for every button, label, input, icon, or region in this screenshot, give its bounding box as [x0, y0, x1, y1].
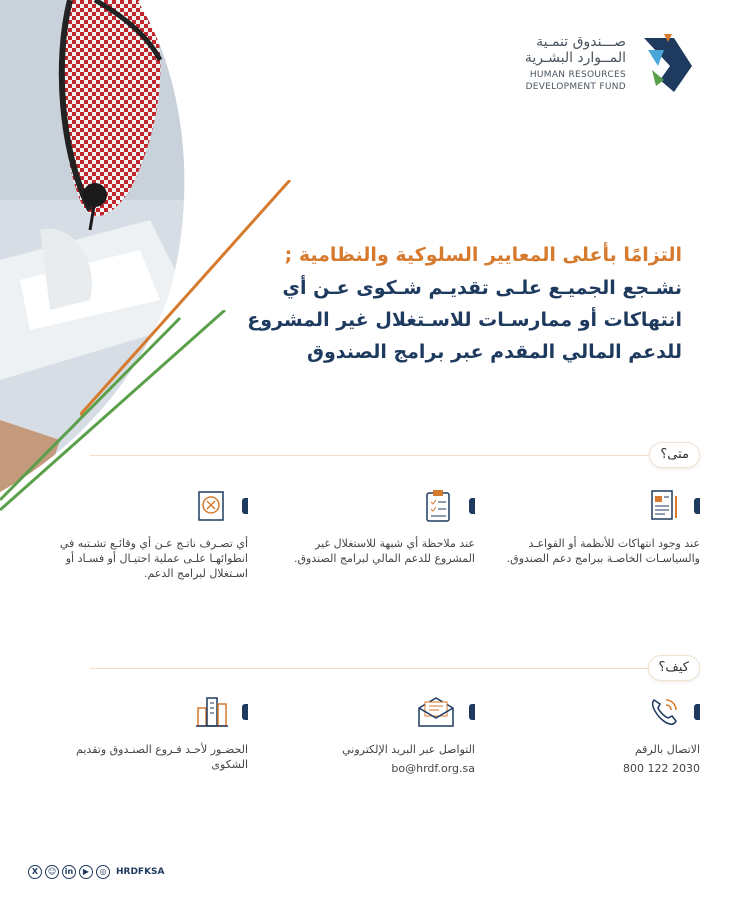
when-label: متى؟	[649, 442, 700, 468]
when-item-2-text: عند ملاحظة أي شبهة للاستغلال غير المشروع للدعم المالي لبرامج الصندوق.	[294, 537, 475, 565]
email-icon	[415, 694, 457, 730]
snapchat-icon[interactable]: ☺	[45, 865, 59, 879]
logo-arabic-line2: المــوارد البشـرية	[524, 50, 626, 66]
logo-english-line1: HUMAN RESOURCES	[529, 70, 626, 80]
hrdf-logo	[510, 30, 700, 100]
when-item-1-text: عند وجود انتهاكات للأنظمة أو القواعـد والسياسـات الخاصـة ببرامج دعم الصندوق.	[506, 537, 700, 565]
headline-line3: انتهاكات أو ممارسـات للاسـتغلال غير المشروع	[247, 309, 682, 331]
clipboard-checklist-icon	[421, 488, 457, 524]
how-item-branch-text: الحضـور لأحـد فـروع الصنـدوق وتقديم الشكوى	[76, 743, 248, 771]
phone-number[interactable]: 800 122 2030	[623, 762, 700, 775]
when-item-3-text: أي تصـرف ناتـج عـن أي وقائـع تشـتبه في انطوائهـا علـى عملية احتيـال أو فسـاد أو اسـتغلال لبرامج الدعم.	[59, 537, 248, 580]
logo-arabic-line1: صـــندوق تنمـية	[536, 34, 626, 50]
how-item-phone-text: الاتصال بالرقم	[634, 743, 700, 756]
headline-block	[247, 238, 682, 368]
headline-line2: نشـجع الجميـع علـى تقديـم شـكوى عـن أي	[282, 277, 682, 299]
how-item-email-text: التواصل عبر البريد الإلكتروني	[342, 743, 475, 756]
logo-english-line2: DEVELOPMENT FUND	[525, 82, 626, 92]
how-divider	[90, 668, 690, 669]
social-handle[interactable]: HRDFKSA	[116, 867, 165, 877]
logo-emblem-icon	[634, 30, 700, 96]
buildings-icon	[194, 694, 230, 730]
linkedin-icon[interactable]: in	[62, 865, 76, 879]
headline-line4: للدعم المالي المقدم عبر برامج الصندوق	[306, 341, 682, 363]
instagram-icon[interactable]: ◎	[96, 865, 110, 879]
phone-icon	[646, 694, 682, 730]
how-label: كيف؟	[648, 655, 700, 681]
document-icon	[646, 488, 682, 524]
email-address[interactable]: bo@hrdf.org.sa	[391, 762, 475, 775]
youtube-icon[interactable]: ▶	[79, 865, 93, 879]
when-divider	[90, 455, 690, 456]
prohibited-icon	[194, 488, 230, 524]
x-icon[interactable]: X	[28, 865, 42, 879]
headline-line1: التزامًا بأعلى المعايير السلوكية والنظامية ;	[284, 244, 682, 266]
social-footer	[28, 864, 165, 880]
